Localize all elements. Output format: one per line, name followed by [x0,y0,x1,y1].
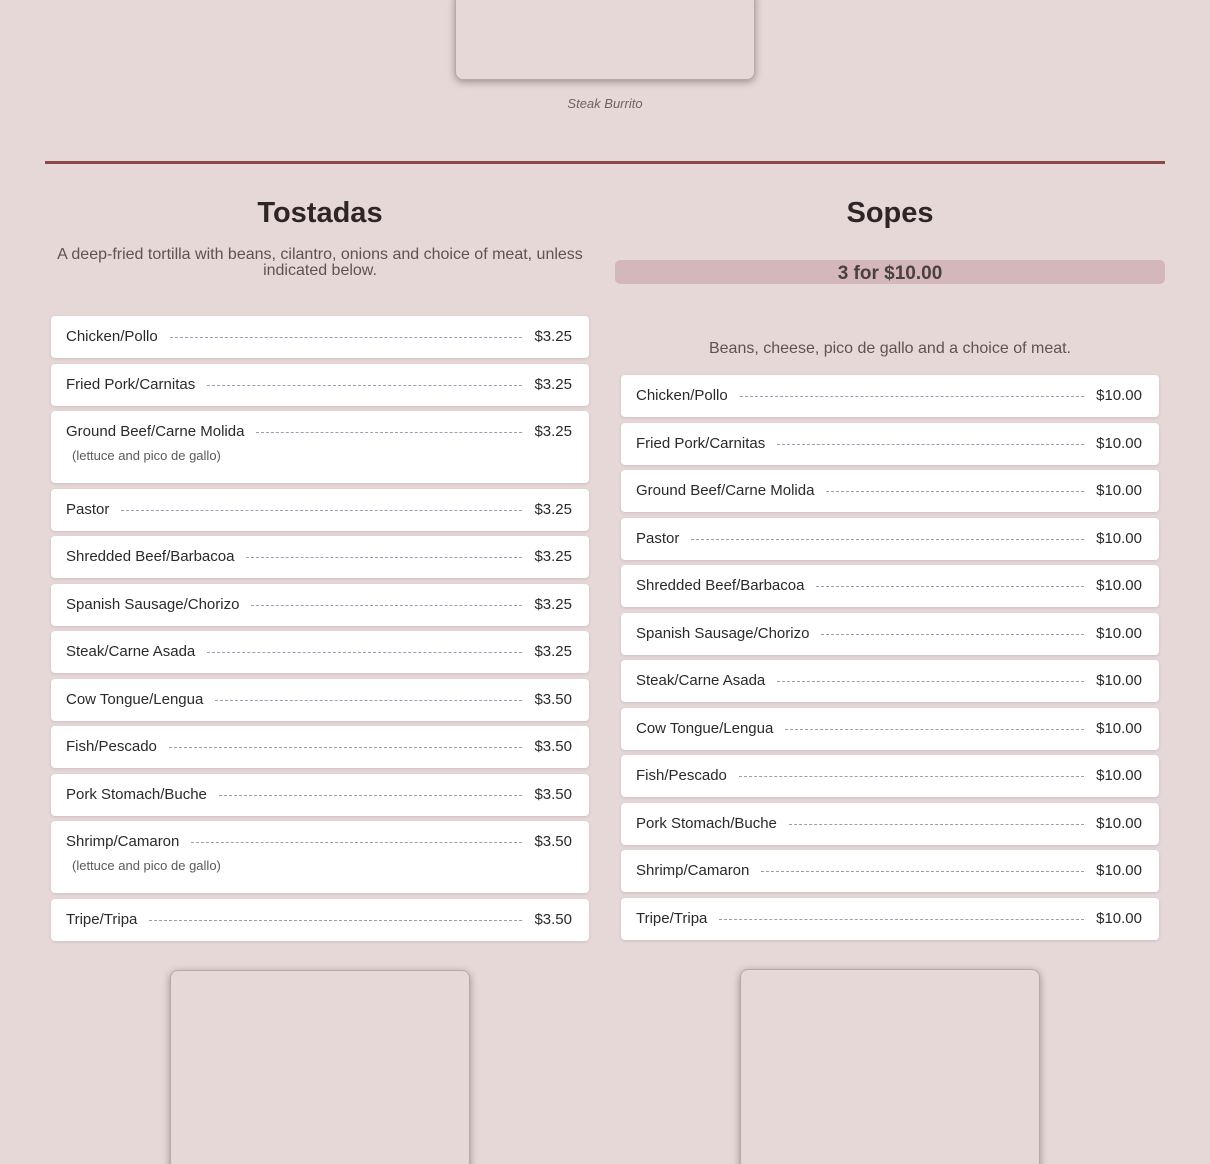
item-price: $3.25 [534,375,572,393]
item-name: Pastor [66,500,110,518]
item-price: $10.00 [1096,719,1142,737]
menu-item[interactable] [51,774,589,816]
menu-item[interactable] [621,850,1159,892]
item-price: $10.00 [1096,577,1142,594]
item-note: (lettuce and pico de gallo) [72,448,221,463]
item-price: $3.50 [534,910,572,928]
item-name: Fried Pork/Carnitas [66,375,196,393]
item-name: Shrimp/Camaron [66,833,180,850]
item-name: Shrimp/Camaron [636,862,750,879]
item-name: Steak/Carne Asada [66,643,196,660]
item-price: $10.00 [1096,909,1142,927]
tostadas-title: Tostadas [257,197,383,229]
menu-item[interactable] [51,899,589,941]
item-name: Pork Stomach/Buche [66,785,207,803]
dotted-leader [719,919,1084,920]
item-price: $3.25 [534,500,572,518]
dotted-leader [821,634,1084,635]
menu-item[interactable] [51,679,589,721]
dotted-leader [739,776,1084,777]
dotted-leader [169,747,523,748]
item-name: Tripe/Tripa [66,910,138,928]
photo-caption: Steak Burrito [567,96,643,111]
item-name: Cow Tongue/Lengua [636,719,774,737]
menu-item[interactable] [51,489,589,531]
dotted-leader [777,444,1084,445]
menu-item[interactable] [51,821,589,893]
dotted-leader [251,605,522,606]
sopes-title: Sopes [846,197,934,229]
menu-item[interactable] [621,470,1159,512]
dotted-leader [121,510,522,511]
item-price: $3.25 [534,643,572,660]
steak-burrito-photo [455,0,755,80]
item-price: $10.00 [1096,387,1142,404]
menu-item[interactable] [621,803,1159,845]
dotted-leader [256,432,522,433]
sopes-description: Beans, cheese, pico de gallo and a choice of meat. [708,340,1071,357]
item-name: Chicken/Pollo [66,328,158,345]
menu-item[interactable] [51,316,589,358]
item-note: (lettuce and pico de gallo) [72,858,221,873]
item-price: $10.00 [1096,624,1142,642]
menu-item[interactable] [51,411,589,483]
item-name: Cow Tongue/Lengua [66,690,204,708]
menu-item[interactable] [51,584,589,626]
item-name: Pastor [636,529,680,547]
tostadas-description: A deep-fried tortilla with beans, cilantro, onions and choice of meat, unless indicated below. [57,246,583,279]
item-price: $3.25 [534,423,572,440]
dotted-leader [691,539,1084,540]
dotted-leader [191,842,522,843]
sopes-item-list [621,375,1159,945]
menu-item[interactable] [621,423,1159,465]
item-name: Ground Beef/Carne Molida [66,423,245,440]
menu-item[interactable] [621,708,1159,750]
item-name: Steak/Carne Asada [636,672,766,689]
item-price: $3.50 [534,833,572,850]
dotted-leader [785,729,1084,730]
item-price: $3.25 [534,595,572,613]
item-price: $10.00 [1096,672,1142,689]
dotted-leader [816,586,1084,587]
dotted-leader [826,491,1084,492]
item-name: Pork Stomach/Buche [636,814,777,832]
item-price: $3.50 [534,785,572,803]
dotted-leader [207,652,522,653]
item-price: $10.00 [1096,529,1142,547]
dotted-leader [246,557,522,558]
dotted-leader [777,681,1084,682]
dotted-leader [740,396,1084,397]
menu-item[interactable] [621,660,1159,702]
sopes-deal-banner: 3 for $10.00 [615,260,1165,284]
dotted-leader [149,920,522,921]
tostadas-photo [170,970,470,1164]
item-name: Ground Beef/Carne Molida [636,482,815,499]
dotted-leader [215,700,522,701]
menu-item[interactable] [621,613,1159,655]
menu-item[interactable] [51,364,589,406]
menu-item[interactable] [51,536,589,578]
menu-item[interactable] [621,375,1159,417]
menu-item[interactable] [621,898,1159,940]
item-name: Fried Pork/Carnitas [636,434,766,452]
tostadas-item-list [51,316,589,946]
item-name: Shredded Beef/Barbacoa [66,548,235,565]
item-name: Spanish Sausage/Chorizo [66,595,240,613]
item-price: $10.00 [1096,767,1142,784]
menu-item[interactable] [621,565,1159,607]
dotted-leader [219,795,523,796]
dotted-leader [761,871,1084,872]
menu-item[interactable] [51,631,589,673]
item-price: $10.00 [1096,814,1142,832]
item-price: $3.50 [534,690,572,708]
item-name: Fish/Pescado [66,738,157,755]
sopes-section [615,190,1165,927]
dotted-leader [789,824,1084,825]
item-price: $10.00 [1096,482,1142,499]
item-price: $3.25 [534,328,572,345]
menu-item[interactable] [621,518,1159,560]
item-price: $10.00 [1096,434,1142,452]
item-name: Fish/Pescado [636,767,727,784]
item-name: Chicken/Pollo [636,387,728,404]
sopes-photo [740,969,1040,1164]
dotted-leader [170,337,523,338]
tostadas-section [45,190,595,928]
item-name: Shredded Beef/Barbacoa [636,577,805,594]
item-price: $3.25 [534,548,572,565]
dotted-leader [207,385,522,386]
menu-item[interactable] [51,726,589,768]
section-divider [45,161,1165,164]
item-price: $3.50 [534,738,572,755]
menu-item[interactable] [621,755,1159,797]
item-name: Spanish Sausage/Chorizo [636,624,810,642]
item-price: $10.00 [1096,862,1142,879]
item-name: Tripe/Tripa [636,909,708,927]
